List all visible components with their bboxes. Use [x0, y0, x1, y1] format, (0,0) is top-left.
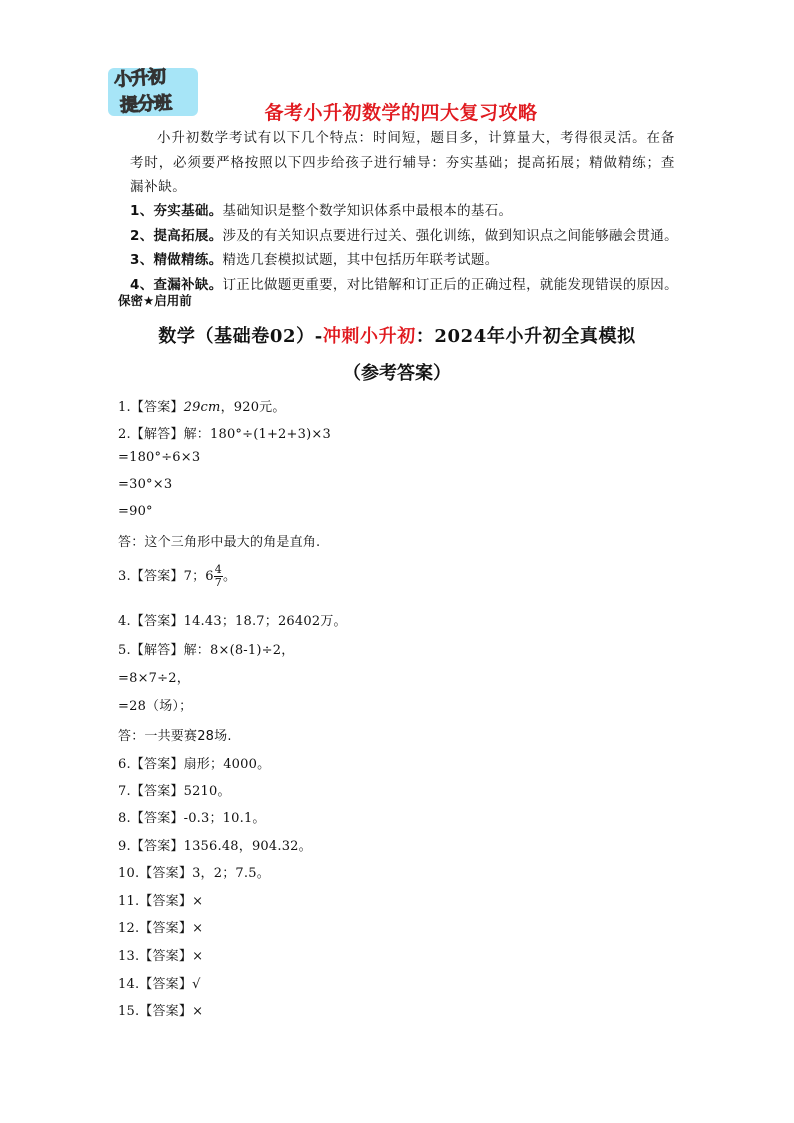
tip-1-body: 基础知识是整个数学知识体系中最根本的基石。	[222, 203, 513, 219]
tip-4-body: 订正比做题更重要，对比错解和订正后的正确过程，就能发现错误的原因。	[222, 276, 678, 293]
answer-11: 11.【答案】×	[118, 894, 204, 909]
answer-3-prefix: 3.【答案】7；6	[118, 569, 214, 584]
exam-title-part-2: ：2024年小升初全真模拟	[415, 326, 636, 347]
answer-15: 15.【答案】×	[118, 1004, 204, 1019]
answer-10: 10.【答案】3，2；7.5。	[118, 866, 270, 881]
answer-7: 7.【答案】5210。	[118, 784, 231, 799]
promo-intro: 小升初数学考试有以下几个特点：时间短，题目多，计算量大，考得很灵活。在备考时，必须要严格按照以下四步给孩子进行辅导：夯实基础；提高拓展；精做精练；查漏补缺。	[130, 130, 675, 195]
fraction-numerator: 4	[214, 563, 222, 576]
answer-13: 13.【答案】×	[118, 949, 204, 964]
exam-title	[0, 322, 794, 348]
answer-5-line-2: =8×7÷2，	[118, 671, 190, 686]
answer-9: 9.【答案】1356.48，904.32。	[118, 839, 312, 854]
tip-1	[130, 199, 690, 224]
answer-1-prefix: 1.【答案】	[118, 400, 184, 415]
tip-4	[130, 273, 690, 298]
promo-tips	[130, 199, 690, 297]
tip-3	[130, 248, 690, 273]
answer-2-line-4: =90°	[118, 504, 153, 519]
tip-3-head: 3、精做精练。	[130, 252, 223, 268]
answer-1-rest: ，920元。	[220, 400, 286, 415]
logo-line-1: 小升初	[113, 66, 166, 91]
answer-8: 8.【答案】-0.3；10.1。	[118, 811, 266, 826]
tip-2-body: 涉及的有关知识点要进行过关、强化训练，做到知识点之间能够融会贯通。	[222, 227, 678, 244]
exam-title-part-1: 数学（基础卷02）-	[158, 326, 323, 347]
answer-1-value: 29cm	[183, 400, 221, 415]
tip-2	[130, 224, 690, 249]
answer-2-line-2: =180°÷6×3	[118, 450, 201, 465]
tip-2-head: 2、提高拓展。	[130, 227, 223, 244]
answer-2-conclusion: 答：这个三角形中最大的角是直角.	[118, 535, 321, 550]
answer-4: 4.【答案】14.43；18.7；26402万。	[118, 614, 347, 629]
answer-2-line-3: =30°×3	[118, 477, 173, 492]
answer-5-conclusion: 答：一共要赛28场.	[118, 729, 232, 744]
answer-6: 6.【答案】扇形；4000。	[118, 757, 271, 772]
logo-line-2: 提分班	[119, 92, 172, 117]
fraction-denominator: 7	[214, 576, 222, 589]
tip-3-body: 精选几套模拟试题，其中包括历年联考试题。	[222, 252, 499, 268]
answer-12: 12.【答案】×	[118, 921, 204, 936]
answer-5-line-1: 5.【解答】解：8×(8-1)÷2，	[118, 643, 295, 658]
answer-14: 14.【答案】√	[118, 977, 201, 992]
exam-subtitle: （参考答案）	[343, 363, 451, 384]
secret-label: 保密★启用前	[118, 293, 192, 308]
answer-1	[118, 396, 286, 415]
answer-3	[118, 564, 236, 589]
tip-1-head: 1、夯实基础。	[130, 203, 223, 219]
answer-3-end: 。	[222, 569, 237, 584]
answer-2-line-1: 2.【解答】解：180°÷(1+2+3)×3	[118, 427, 331, 442]
promo-title: 备考小升初数学的四大复习攻略	[264, 102, 538, 124]
exam-title-highlight: 冲刺小升初	[322, 326, 416, 347]
answer-3-fraction	[214, 564, 223, 589]
answer-5-line-3: =28（场）；	[118, 699, 193, 714]
tip-4-head: 4、查漏补缺。	[130, 276, 223, 293]
